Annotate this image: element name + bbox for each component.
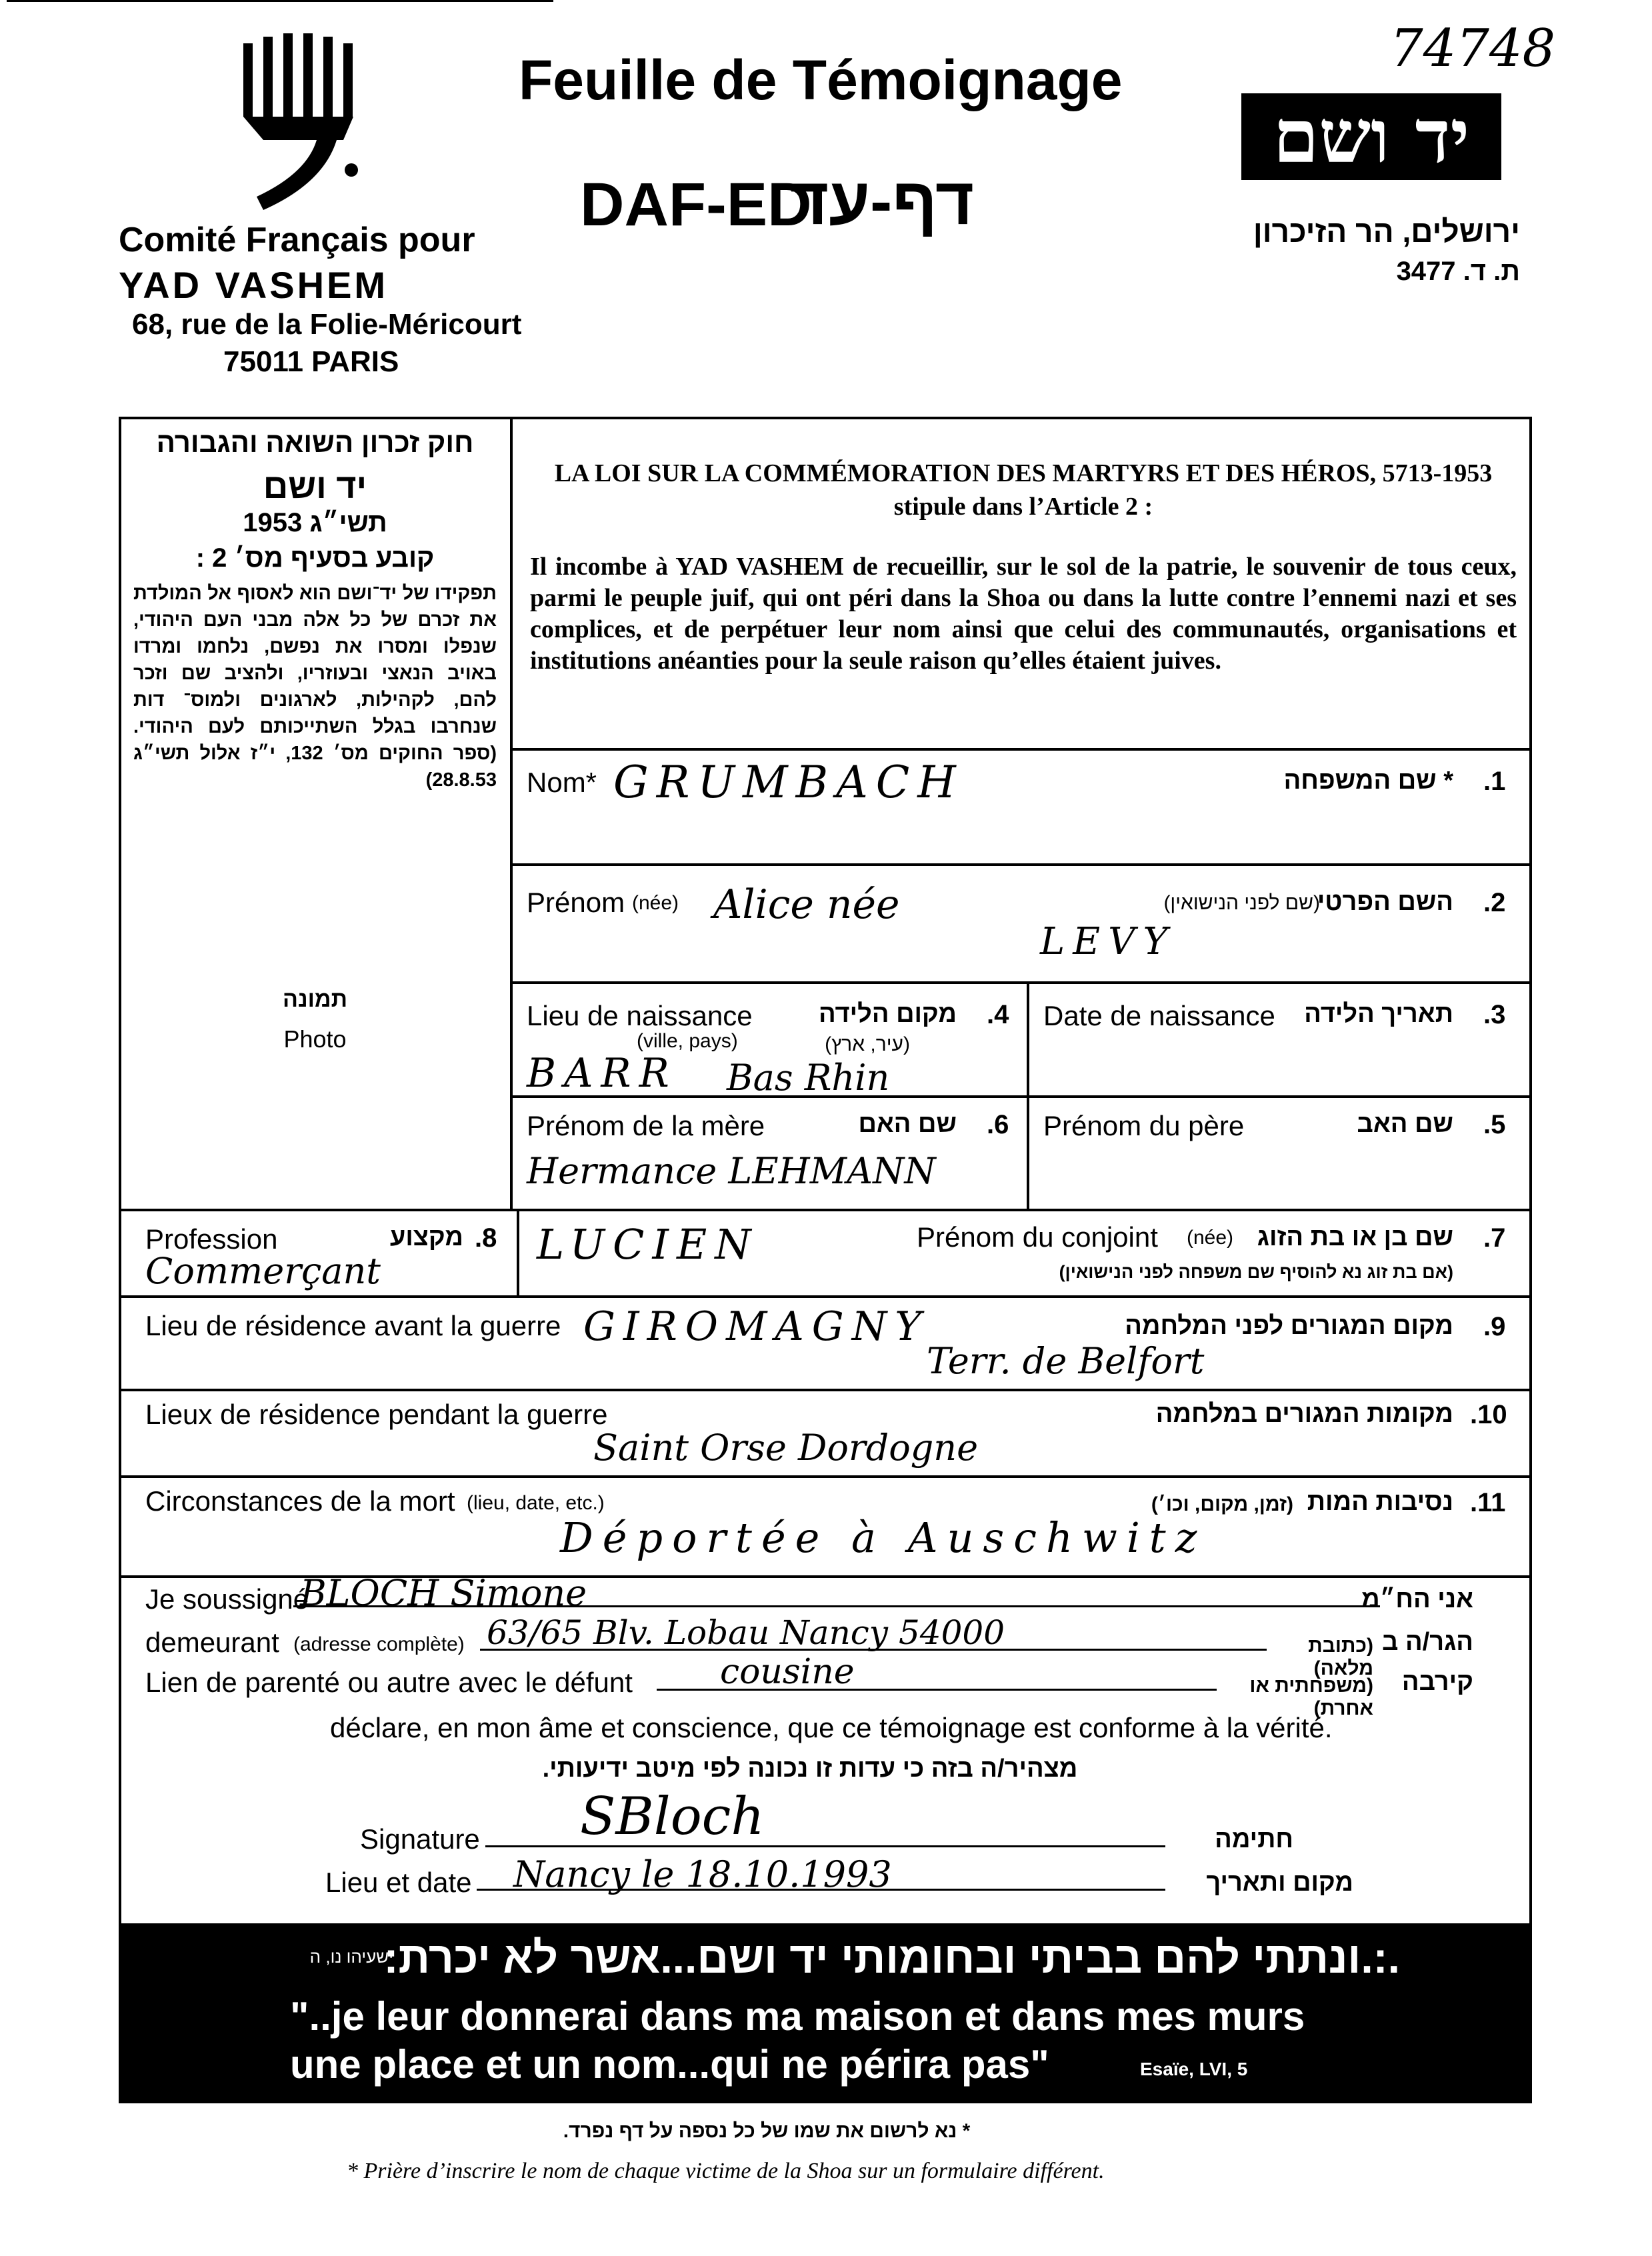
lieu-naissance-label: Lieu de naissance (527, 1000, 753, 1031)
pere-number: .5 (1483, 1110, 1506, 1139)
profession-number: .8 (475, 1223, 497, 1253)
conjoint-number: .7 (1483, 1223, 1506, 1253)
lieu-naissance-value[interactable]: BARR (527, 1050, 677, 1097)
soussigne-hebrew-label: אני הח״מ (1361, 1585, 1473, 1613)
daf-ed-hebrew: דף-עד (790, 164, 975, 239)
committee-name: Comité Français pour (119, 221, 475, 259)
lieu-date-value[interactable]: Nancy le 18.10.1993 (513, 1853, 892, 1895)
conjoint-hebrew-sub: (אם בת זוג נא להוסיף שם משפחה לפני הנישואין) (1059, 1262, 1453, 1282)
mort-value[interactable]: Déportée à Auschwitz (560, 1513, 1207, 1562)
conjoint-label: Prénom du conjoint (917, 1221, 1158, 1253)
mere-number: .6 (987, 1110, 1009, 1139)
residence-avant-number: .9 (1483, 1312, 1506, 1341)
row-divider-7 (119, 1389, 1532, 1391)
profession-hebrew-label: מקצוע (389, 1223, 463, 1251)
residence-pendant-number: .10 (1470, 1400, 1507, 1429)
nom-value[interactable]: GRUMBACH (613, 757, 964, 808)
law-body: Il incombe à YAD VASHEM de recueillir, sur le sol de la patrie, le souvenir de tous ceux, parmi le peuple juif, qui ont péri dans la Shoa ou dans la lutte contre l’ennemi nazi et ses complices, et de perpétuer leur nom ainsi que celui des communautés, organisations et institutions anéanties pour la seule raison qu’elles étaient juives. (530, 553, 1517, 675)
residence-pendant-hebrew-label: מקומות המגורים במלחמה (1155, 1400, 1453, 1428)
pere-label: Prénom du père (1043, 1110, 1245, 1141)
signature-value[interactable]: SBloch (580, 1787, 765, 1847)
mere-hebrew-label: שם האם (858, 1110, 957, 1138)
lieu-date-label: Lieu et date (325, 1867, 472, 1898)
yad-vashem-logo-text: יד ושם (1273, 93, 1470, 179)
lieu-date-hebrew-label: מקום ותאריך (1206, 1869, 1353, 1897)
demeurant-value[interactable]: 63/65 Blv. Lobau Nancy 54000 (487, 1613, 1005, 1652)
footer-hebrew-note: * נא לרשום את שמו של כל נספה על דף נפרד. (563, 2120, 971, 2142)
row-divider-1 (510, 748, 1532, 751)
law-title: LA LOI SUR LA COMMÉMORATION DES MARTYRS ET DES HÉROS, 5713-1953 (554, 459, 1493, 487)
photo-hebrew-label: תמונה (283, 987, 347, 1012)
mort-sub: (lieu, date, etc.) (467, 1492, 605, 1514)
conjoint-nee: (née) (1187, 1227, 1234, 1249)
soussigne-label: Je soussigné (145, 1583, 309, 1615)
signature-label: Signature (360, 1823, 480, 1855)
date-naissance-number: .3 (1483, 1000, 1506, 1029)
banner-hebrew-quote: .:.ונתתי להם בביתי ובחומותי יד ושם...אשר לא יכרת: (383, 1933, 1400, 1982)
footer-french-note: * Prière d’inscrire le nom de chaque victime de la Shoa sur un formulaire différent. (347, 2159, 1105, 2183)
yad-vashem-logo (1241, 93, 1501, 180)
mere-label: Prénom de la mère (527, 1110, 765, 1141)
page-title: Feuille de Témoignage (519, 49, 1123, 111)
mort-hebrew-label: נסיבות המות (1307, 1488, 1453, 1516)
mere-value[interactable]: Hermance LEHMANN (527, 1150, 936, 1192)
declaration-hebrew: מצהיר/ה בזה כי עדות זו נכונה לפי מיטב ידיעותי. (542, 1755, 1078, 1783)
mort-hebrew-sub: (זמן, מקום, וכו׳) (1151, 1493, 1293, 1515)
date-naissance-label: Date de naissance (1043, 1000, 1275, 1031)
sidebar-article: קובע בסעיף מס׳ 2 : (195, 543, 435, 573)
law-subtitle: stipule dans l’Article 2 : (893, 493, 1153, 521)
prenom-hebrew-sub: (שם לפני הנישואין) (1163, 892, 1320, 914)
committee-address: 68, rue de la Folie-Méricourt (132, 308, 522, 341)
prenom-value-line2[interactable]: LEVY (1040, 920, 1176, 963)
mort-number: .11 (1470, 1488, 1506, 1517)
nom-hebrew-label: * שם המשפחה (1283, 767, 1453, 795)
residence-pendant-label: Lieux de résidence pendant la guerre (145, 1399, 608, 1430)
demeurant-sub: (adresse complète) (293, 1633, 465, 1655)
col-divider-profession (517, 1209, 519, 1297)
col-divider-dates (1027, 981, 1029, 1211)
row-divider-8 (119, 1475, 1532, 1478)
banner-line1: "..je leur donnerai dans ma maison et dans mes murs (290, 1994, 1305, 2039)
lieu-naissance-sub: (ville, pays) (637, 1030, 738, 1052)
po-box: ת. ד. 3477 (1396, 257, 1520, 286)
row-divider-3 (510, 981, 1532, 984)
mort-label: Circonstances de la mort (145, 1485, 455, 1517)
banner-line2: une place et un nom...qui ne périra pas" (290, 2042, 1049, 2087)
conjoint-hebrew-label: שם בן או בת הזוג (1257, 1223, 1453, 1251)
residence-pendant-value[interactable]: Saint Orse Dordogne (593, 1427, 979, 1469)
lien-hebrew-sub: (משפחתית או אחרת) (1249, 1675, 1373, 1719)
lieu-naissance-hebrew-label: מקום הלידה (819, 1000, 957, 1028)
prenom-label: Prénom (527, 887, 625, 918)
banner-source: Esaïe, LVI, 5 (1140, 2059, 1248, 2079)
lieu-naissance-number: .4 (987, 1000, 1009, 1029)
prenom-number: .2 (1483, 888, 1506, 917)
lieu-naissance-value-region[interactable]: Bas Rhin (727, 1057, 890, 1099)
photo-label: Photo (283, 1025, 347, 1053)
lien-value[interactable]: cousine (720, 1652, 855, 1692)
daf-ed-latin: DAF-ED (580, 171, 812, 239)
profession-label: Profession (145, 1223, 278, 1255)
jerusalem-address: ירושלים, הר הזיכרון (1253, 214, 1520, 249)
sidebar-law-title: חוק זכרון השואה והגבורה (156, 427, 474, 458)
pere-hebrew-label: שם האב (1357, 1110, 1453, 1138)
signature-hebrew-label: חתימה (1215, 1825, 1293, 1853)
sidebar-year: תשי״ג 1953 (243, 508, 387, 537)
committee-city: 75011 PARIS (223, 345, 399, 378)
prenom-nee: (née) (632, 892, 679, 914)
nom-label: Nom* (527, 767, 597, 798)
committee-org: YAD VASHEM (119, 264, 389, 306)
prenom-value[interactable]: Alice née (713, 881, 900, 928)
demeurant-hebrew-sub: (כתובת מלאה) (1308, 1635, 1373, 1679)
soussigne-value[interactable]: BLOCH Simone (300, 1572, 587, 1614)
lien-label: Lien de parenté ou autre avec le défunt (145, 1667, 633, 1698)
profession-value[interactable]: Commerçant (145, 1250, 381, 1292)
residence-avant-value[interactable]: GIROMAGNY (583, 1303, 929, 1350)
lien-hebrew-label: קירבה (1401, 1668, 1473, 1696)
row-divider-5 (119, 1209, 1532, 1211)
demeurant-hebrew-label: הגר/ה ב (1382, 1628, 1473, 1656)
demeurant-label: demeurant (145, 1627, 279, 1658)
nom-number: .1 (1483, 767, 1506, 796)
reference-number: 74748 (1390, 19, 1556, 79)
residence-avant-label: Lieu de résidence avant la guerre (145, 1310, 561, 1341)
row-divider-2 (510, 863, 1532, 866)
prenom-hebrew-label: השם הפרטי (1317, 888, 1453, 916)
top-rule (7, 0, 553, 2)
residence-avant-value-region[interactable]: Terr. de Belfort (927, 1340, 1205, 1382)
banner-hebrew-source: ישעיהו נו, ה (309, 1947, 393, 1967)
sidebar-divider (510, 417, 513, 1210)
row-divider-6 (119, 1295, 1532, 1298)
declaration-text: déclare, en mon âme et conscience, que ce témoignage est conforme à la vérité. (330, 1712, 1333, 1743)
residence-avant-hebrew-label: מקום המגורים לפני המלחמה (1125, 1312, 1453, 1340)
conjoint-value[interactable]: LUCIEN (537, 1220, 759, 1269)
sidebar-yad-vashem: יד ושם (263, 467, 367, 506)
menorah-logo-icon (237, 30, 370, 217)
lieu-naissance-hebrew-sub: (עיר, ארץ) (825, 1033, 910, 1055)
sidebar-body: תפקידו של יד־ושם הוא לאסוף אל המולדת את זכרם של כל אלה מבני העם היהודי, שנפלו ומסרו את נפשם, נלחמו ומרדו באויב הנאצי ובעוזריו, ולהציב שם וזכר להם, לקהילות, לארגונים ולמוס־ דות שנחרבו בגלל השתייכותם לעם היהודי. (ספר החוקים מס׳ 132, י״ז אלול תשי״ג 28.8.53) (133, 583, 497, 791)
date-naissance-hebrew-label: תאריך הלידה (1304, 1000, 1453, 1028)
